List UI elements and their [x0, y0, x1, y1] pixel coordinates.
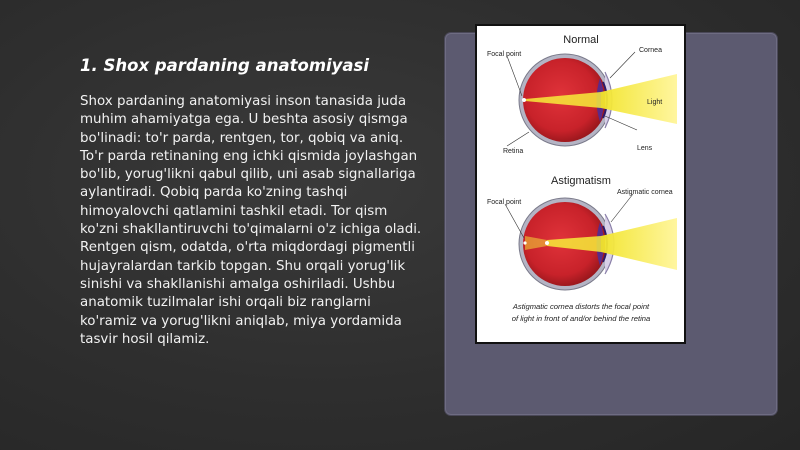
label-cornea: Cornea	[639, 47, 662, 54]
astigmatism-caption-line2: of light in front of and/or behind the retina	[511, 314, 651, 323]
normal-heading: Normal	[563, 34, 599, 46]
label-focal-point: Focal point	[487, 51, 522, 58]
eye-diagram-svg	[477, 26, 684, 342]
astigmatism-caption-line1: Astigmatic cornea distorts the focal point	[512, 302, 650, 311]
eye-diagram-image	[475, 24, 686, 344]
label-astigmatic-cornea: Astigmatic cornea	[617, 189, 673, 196]
slide-title: 1. Shox pardaning anatomiyasi	[80, 56, 370, 75]
label-retina: Retina	[503, 148, 524, 155]
label-focal-point-astig: Focal point	[487, 199, 522, 206]
label-lens: Lens	[637, 145, 653, 152]
astigmatic-eye	[519, 198, 677, 290]
slide-body-text: Shox pardaning anatomiyasi inson tanasida juda muhim ahamiyatga ega. U beshta asosiy qismga bo'linadi: to'r parda, rentgen, tor, qobiq va aniq. To'r parda retinaning eng ichki qismida joylashgan bo'lib, yorug'likni qabul qilib, uni asab signallariga aylantiradi. Qobiq parda ko'zning tashqi himoyalovchi qatlamini tashkil etadi. Tor qism ko'zni shakllantiruvchi to'qimalarni o'z ichiga oladi. Rentgen qism, odatda, o'rta miqdordagi pigmentli hujayralardan tarkib topgan. Shu orqali yorug'lik sinishi va shakllanishi amalga oshiriladi. Ushbu anatomik tuzilmalar ishi orqali biz ranglarni ko'ramiz va yorug'likni aniqlab, miya yordamida tasvir hosil qilamiz.	[80, 94, 422, 347]
label-light: Light	[647, 99, 663, 106]
astigmatism-heading: Astigmatism	[551, 175, 611, 187]
